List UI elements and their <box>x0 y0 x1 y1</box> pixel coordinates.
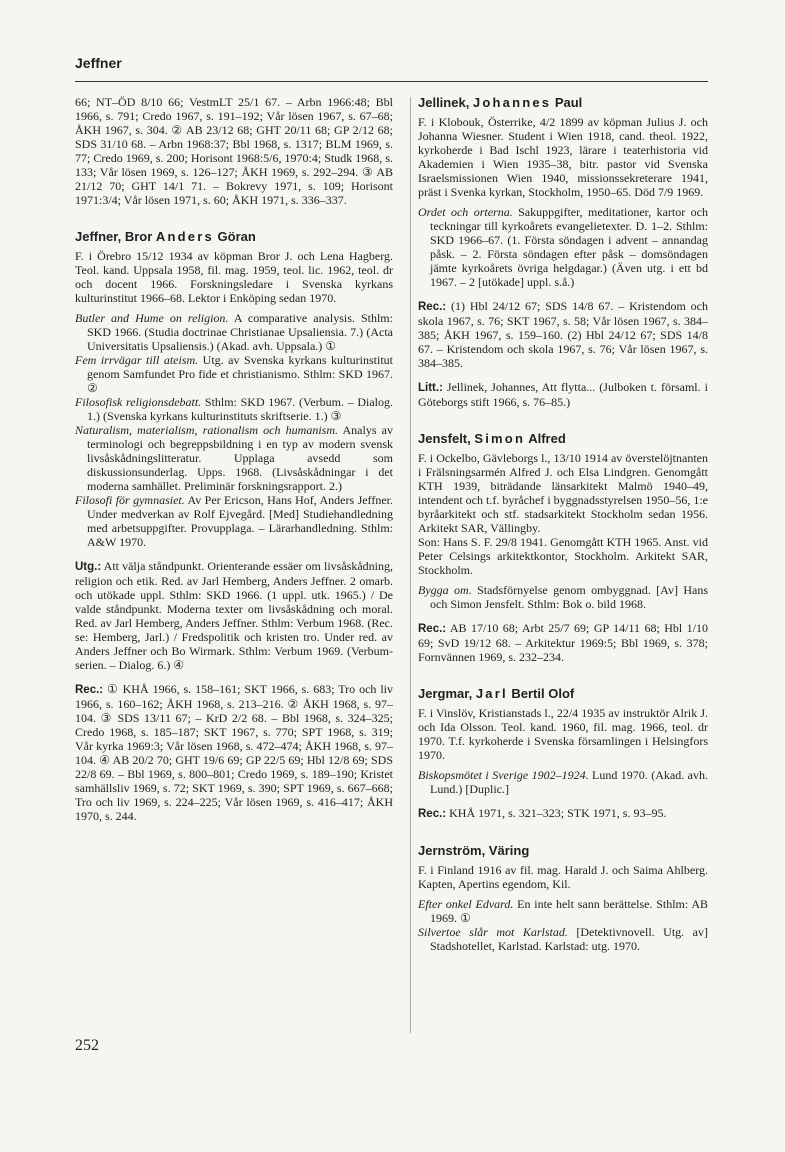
entry-heading-jeffner: Jeffner, Bror Anders Göran <box>75 229 256 244</box>
right-column <box>418 95 708 953</box>
work-item: Butler and Hume on religion. A comparative analysis. Sthlm: SKD 1966. (Studia doctrinae Christianae Upsaliensia. 7.) (Acta Universitatis Upsaliensis.) (Akad. avh. Uppsala.) ① <box>75 311 393 353</box>
entry-bio: F. i Klobouk, Österrike, 4/2 1899 av köpman Julius J. och Johanna Wiesner. Student i Wien 1918, cand. theol. 1922, kyrkoherde i Bad Ischl 1923, lärare i teaterhistoria vid Akademien i Wien 1935–38, bitr. pastor vid Svenska Israelsmissionen Wien 1940, missionssekreterare 1941, präst i Svenka kyrkan, Stockholm, 1950–65. Död 7/9 1969. <box>418 115 708 199</box>
work-item: Bygga om. Stadsförnyelse genom ombyggnad. [Av] Hans och Simon Jensfelt. Sthlm: Bok o. bild 1968. <box>418 583 708 611</box>
work-item: Silvertoe slår mot Karlstad. [Detektivnovell. Utg. av] Stadshotellet, Karlstad. Karlstad: utg. 1970. <box>418 925 708 953</box>
work-item: Filosofi för gymnasiet. Av Per Ericson, Hans Hof, Anders Jeffner. Under medverkan av Rolf Ejvegård. [Med] Studiehandledning med arbetsuppgifter. Provupplaga. – Lärarhandledning. Sthlm: A&W 1970. <box>75 493 393 549</box>
work-item: Naturalism, materialism, rationalism och humanism. Analys av terminologi och begreppsbildning i en typ av modern svensk livsåskådningslitteratur. Upplaga avsedd som diskussionsunderlag. Upps. 1968. (Livsåskådningar i det moderna samhället. Preliminär forskningsrapport. 2.) <box>75 423 393 493</box>
litt-paragraph: Litt.: Jellinek, Johannes, Att flytta... (Julboken t. församl. i Göteborgs stift 1966, s. 76–85.) <box>418 380 708 409</box>
utg-paragraph: Utg.: Att välja ståndpunkt. Orienterande essäer om livsåskådning, religion och etik. Red. av Jarl Hemberg, Anders Jeffner. 2 omarb. och utökade uppl. Sthlm: SKD 1966. (1 uppl. utk. 1965.) / De valde ståndpunkt. Moderna texter om livsåskådning och moral. Red. av Jarl Hemberg, Anders Jeffner. Sthlm: Verbum 1968. (Rec. se: Hemberg, Jarl.) / Fredspolitik och kristen tro. Under red. av Anders Jeffner och Bo Wirmark. Sthlm: Verbum 1969. (Verbum-serien. – Dialog. 6.) ④ <box>75 559 393 672</box>
entry-heading-jergmar: Jergmar, Jarl Bertil Olof <box>418 686 575 701</box>
rec-paragraph: Rec.: ① KHÅ 1966, s. 158–161; SKT 1966, s. 683; Tro och liv 1966, s. 160–162; ÅKH 1968, s. 213–216. ② ÅKH 1968, s. 97–104. ③ SDS 13/11 67; – KrD 2/2 68. – Bbl 1968, s. 324–325; Credo 1968, s. 185–187; SKT 1967, s. 770; SPT 1968, s. 319; Vår kyrka 1969:3; Vår lösen 1968, s. 472–474; ÅKH 1968, s. 97–104. ④ AB 20/2 70; GHT 19/6 69; GP 22/5 69; Hbl 12/8 69; SDS 22/8 69. – Bbl 1969, s. 800–801; Credo 1969, s. 189–190; Kristet samhällsliv 1969, s. 72; SKT 1969, s. 390; SPT 1969, s. 667–668; Tro och liv 1969, s. 224–225; Vår lösen 1969, s. 416–417; ÅKH 1970, s. 244. <box>75 682 393 823</box>
rec-paragraph: Rec.: KHÅ 1971, s. 321–323; STK 1971, s. 93–95. <box>418 806 667 820</box>
entry-son: Son: Hans S. F. 29/8 1941. Genomgått KTH 1965. Anst. vid Peter Celsings arkitektkontor, Stockholm. Arkitekt SAR, Stockholm. <box>418 535 708 577</box>
work-item: Filosofisk religionsdebatt. Sthlm: SKD 1967. (Verbum. – Dialog. 1.) (Svenska kyrkans kulturinstituts skriftserie. 1.) ③ <box>75 395 393 423</box>
entry-heading-jellinek: Jellinek, Johannes Paul <box>418 95 583 110</box>
work-item: Efter onkel Edvard. En inte helt sann berättelse. Sthlm: AB 1969. ① <box>418 897 708 925</box>
column-divider <box>410 97 411 1033</box>
left-column <box>75 95 393 823</box>
rec-paragraph: Rec.: AB 17/10 68; Arbt 25/7 69; GP 14/11 68; Hbl 1/10 69; SvD 19/12 68. – Arkitektur 1969:5; Bbl 1969, s. 378; Fornvännen 1969, s. 232–234. <box>418 621 708 664</box>
entry-bio: F. i Finland 1916 av fil. mag. Harald J. och Saima Ahlberg. Kapten, Apertins egendom, Kil. <box>418 863 708 891</box>
entry-bio: F. i Örebro 15/12 1934 av köpman Bror J. och Lena Hagberg. Teol. kand. Uppsala 1958, fil. mag. 1959, teol. lic. 1962, teol. dr och docent 1966. Forskningsledare i Svenska kyrkans kulturinstitut 1966–68. Lektor i Enköping sedan 1970. <box>75 249 393 305</box>
entry-heading-jernstrom: Jernström, Väring <box>418 843 530 858</box>
entry-bio: F. i Ockelbo, Gävleborgs l., 13/10 1914 av överstelöjtnanten i Frälsningsarmén Alfred J. och Elsa Lindgren. Genomgått KTH 1939, biträdande länsarkitekt Malmö 1940–49, intendent och t.f. byråchef i byggnadsstyrelsen 1950–56, 1:e byråarkitekt och stf. stadsarkitekt Stockholm sedan 1956. Arkitekt SAR, Vällingby. <box>418 451 708 535</box>
rec-paragraph: Rec.: (1) Hbl 24/12 67; SDS 14/8 67. – Kristendom och skola 1967, s. 76; SKT 1967, s. 58; Vår lösen 1967, s. 384–385; ÅKH 1967, s. 159–160. (2) Hbl 24/12 67; SDS 14/8 67. – Kristendom och skola 1967, s. 76; Vår lösen 1967, s. 384–385. <box>418 299 708 370</box>
entry-heading-jensfelt: Jensfelt, Simon Alfred <box>418 431 566 446</box>
work-item: Fem irrvägar till ateism. Utg. av Svenska kyrkans kulturinstitut genom Samfundet Pro fide et christianismo. Sthlm: SKD 1967. ② <box>75 353 393 395</box>
running-head: Jeffner <box>75 55 122 71</box>
continued-entry-text: 66; NT–ÖD 8/10 66; VestmLT 25/1 67. – Arbn 1966:48; Bbl 1966, s. 791; Credo 1967, s. 191–192; Vår lösen 1967, s. 67–68; ÅKH 1967, s. 304. ② AB 23/12 68; GHT 20/11 68; GP 2/12 68; SDS 31/10 68. – Arbn 1968:37; Bbl 1968, s. 1317; BLM 1969, s. 77; Credo 1969, s. 200; Horisont 1968:5/6, 1970:4; Studk 1968, s. 133; Vår lösen 1969, s. 126–127; ÅKH 1969, s. 292–294. ③ AB 21/12 70; GHT 14/1 71. – Bokrevy 1971, s. 109; Horisont 1971:3/4; Vår lösen 1971, s. 60; ÅKH 1971, s. 336–337. <box>75 95 393 207</box>
work-item: Ordet och orterna. Sakuppgifter, meditationer, kartor och teckningar till kyrkoårets evangelietexter. D. 1–2. Sthlm: SKD 1966–67. (1. Första söndagen i advent – annandag påsk. – 2. Första söndagen efter påsk – domsöndagen jämte kyrkoårets övriga helgdagar.) (Även utg. i ett bd 1967. – 2 [utökade] uppl. s.å.) <box>418 205 708 289</box>
header-rule <box>75 81 708 82</box>
page-number: 252 <box>75 1037 99 1054</box>
work-item: Biskopsmötet i Sverige 1902–1924. Lund 1970. (Akad. avh. Lund.) [Duplic.] <box>418 768 708 796</box>
entry-bio: F. i Vinslöv, Kristianstads l., 22/4 1935 av instruktör Alrik J. och Ida Olsson. Teol. kand. 1960, fil. mag. 1966, teol. dr 1970. T.f. kyrkoherde i Svenska församlingen i Helsingfors 1970. <box>418 706 708 762</box>
